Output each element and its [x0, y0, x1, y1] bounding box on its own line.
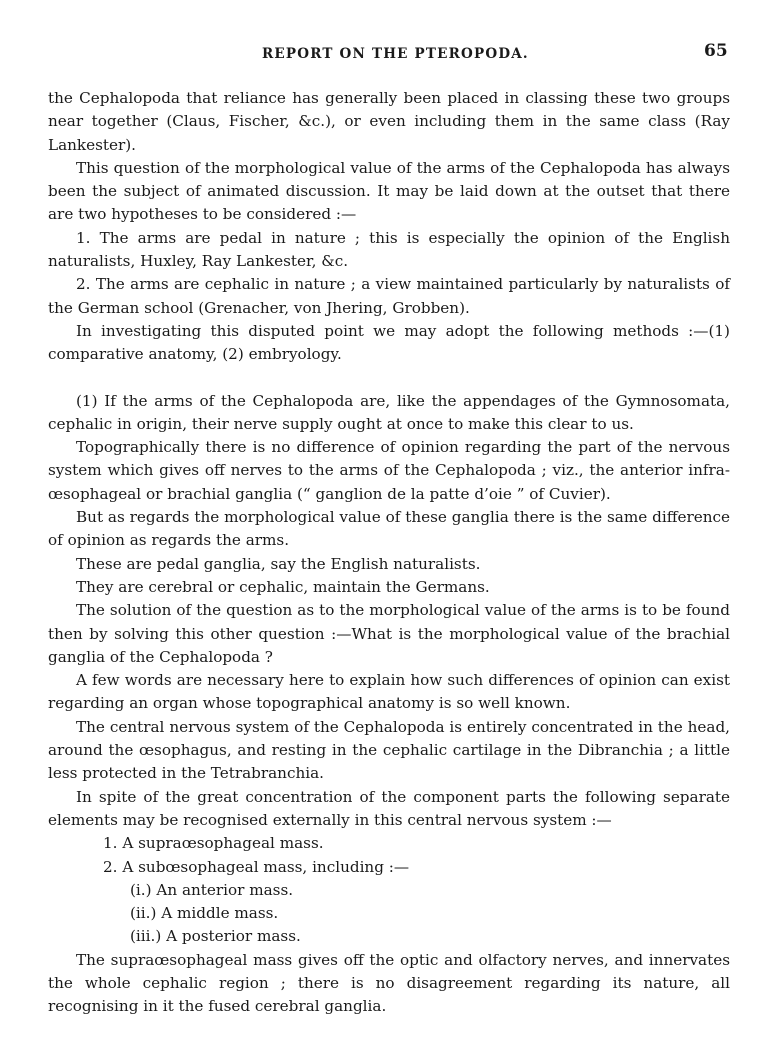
paragraph: In spite of the great concentration of the component parts the following separate elements may be recognised externally in this central nervous system :— [48, 787, 730, 829]
sub-list-item: (i.) An anterior mass. [130, 880, 294, 899]
paragraph: They are cerebral or cephalic, maintain the Germans. [76, 577, 490, 596]
list-item: 1. A supraœsophageal mass. [103, 834, 324, 853]
paragraph: 2. The arms are cephalic in nature ; a view maintained particularly by naturalists of the German school (Grenacher, von Jhering, Grobben). [48, 275, 730, 317]
paragraph: But as regards the morphological value of these ganglia there is the same difference of opinion as regards the arms. [48, 508, 730, 550]
page-number: 65 [704, 41, 728, 61]
paragraph: the Cephalopoda that reliance has generally been placed in classing these two groups near together (Claus, Fischer, &c.), or even including them in the same class (Ray Lankester). [48, 89, 730, 154]
list-item: 2. A subœsophageal mass, including :— [103, 857, 410, 876]
paragraph: The solution of the question as to the morphological value of the arms is to be found then by solving this other question :—What is the morphological value of the brachial ganglia of the Cephalopoda ? [48, 601, 730, 666]
body-text [48, 87, 730, 1019]
paragraph: These are pedal ganglia, say the English naturalists. [76, 554, 481, 573]
paragraph: In investigating this disputed point we may adopt the following methods :—(1) comparative anatomy, (2) embryology. [48, 321, 730, 364]
sub-list-item: (ii.) A middle mass. [130, 904, 279, 923]
paragraph: The central nervous system of the Cephalopoda is entirely concentrated in the head, around the œsophagus, and resting in the cephalic cartilage in the Dibranchia ; a little less protected in the Tetrabranchia. [48, 717, 730, 783]
paragraph: (1) If the arms of the Cephalopoda are, like the appendages of the Gymnosomata, cephalic in origin, their nerve supply ought at once to make this clear to us. [48, 391, 730, 433]
paragraph: The supraœsophageal mass gives off the optic and olfactory nerves, and innervates the whole cephalic region ; there is no disagreement regarding its nature, all recognising in it the fused cerebral ganglia. [48, 950, 730, 1016]
paragraph: This question of the morphological value of the arms of the Cephalopoda has always been the subject of animated discussion. It may be laid down at the outset that there are two hypotheses to be considered :— [48, 158, 730, 224]
paragraph: 1. The arms are pedal in nature ; this is especially the opinion of the English naturalists, Huxley, Ray Lankester, &c. [48, 228, 730, 271]
sub-list-item: (iii.) A posterior mass. [130, 927, 301, 946]
paragraph: Topographically there is no difference of opinion regarding the part of the nervous system which gives off nerves to the arms of the Cephalopoda ; viz., the anterior infra-œsophageal or brachial ganglia (“ ganglion de la patte d’oie ” of Cuvier). [48, 438, 730, 503]
running-title: REPORT ON THE PTEROPODA. [262, 46, 529, 62]
paragraph: A few words are necessary here to explain how such differences of opinion can exist regarding an organ whose topographical anatomy is so well known. [48, 671, 730, 713]
